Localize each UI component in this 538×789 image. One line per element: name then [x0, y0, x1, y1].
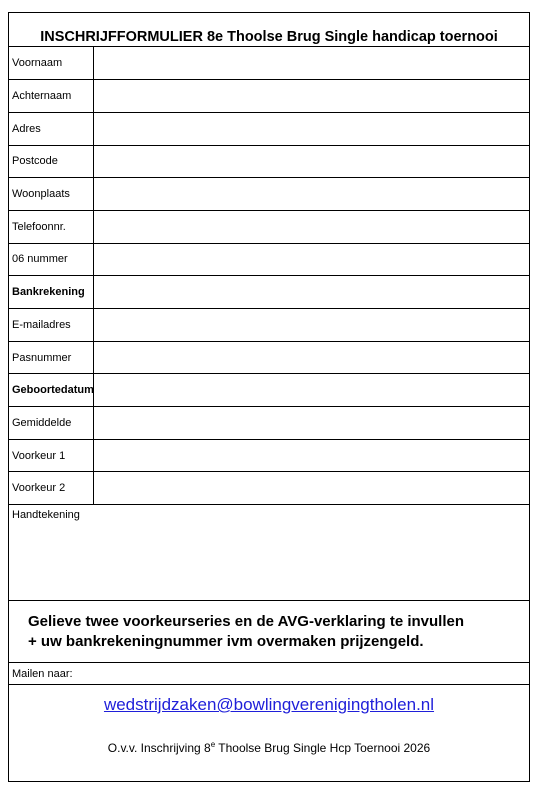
form-row	[9, 80, 529, 113]
field-label: Adres	[9, 112, 93, 145]
registration-form	[8, 12, 530, 782]
field-label: Pasnummer	[9, 341, 93, 374]
field-input[interactable]	[93, 80, 529, 113]
reference-sup: e	[210, 740, 216, 749]
signature-label: Handtekening	[12, 509, 80, 521]
field-input[interactable]	[93, 47, 529, 80]
footer	[9, 685, 529, 783]
mail-label: Mailen naar:	[12, 668, 73, 680]
instruction-line-1: Gelieve twee voorkeurseries en de AVG-verklaring te invullen	[28, 613, 465, 630]
field-input[interactable]	[93, 439, 529, 472]
form-row	[9, 145, 529, 178]
field-label: Achternaam	[9, 80, 93, 113]
instruction-note	[9, 601, 529, 663]
form-row	[9, 243, 529, 276]
reference-prefix: O.v.v. Inschrijving 8	[107, 741, 211, 755]
field-input[interactable]	[93, 243, 529, 276]
reference-suffix: Thoolse Brug Single Hcp Toernooi 2026	[215, 741, 431, 755]
field-label: Voorkeur 1	[9, 439, 93, 472]
field-label: Voorkeur 2	[9, 472, 93, 505]
field-label: Woonplaats	[9, 178, 93, 211]
field-input[interactable]	[93, 341, 529, 374]
mail-row	[9, 663, 529, 685]
form-row	[9, 407, 529, 440]
field-label: Postcode	[9, 145, 93, 178]
instruction-line-2: + uw bankrekeningnummer ivm overmaken prijzengeld.	[28, 633, 424, 650]
field-input[interactable]	[93, 112, 529, 145]
field-label: Gemiddelde	[9, 407, 93, 440]
form-row	[9, 309, 529, 342]
field-label: Voornaam	[9, 47, 93, 80]
field-input[interactable]	[93, 178, 529, 211]
reference-note	[9, 740, 529, 755]
form-row	[9, 210, 529, 243]
form-row	[9, 276, 529, 309]
field-input[interactable]	[93, 472, 529, 505]
email-link[interactable]: wedstrijdzaken@bowlingverenigingtholen.nl	[103, 695, 435, 714]
field-input[interactable]	[93, 407, 529, 440]
field-input[interactable]	[93, 210, 529, 243]
form-row	[9, 341, 529, 374]
form-row	[9, 439, 529, 472]
form-row	[9, 472, 529, 505]
field-input[interactable]	[93, 276, 529, 309]
form-title: INSCHRIJFFORMULIER 8e Thoolse Brug Single handicap toernooi	[9, 13, 529, 47]
field-input[interactable]	[93, 309, 529, 342]
form-row	[9, 374, 529, 407]
field-input[interactable]	[93, 145, 529, 178]
field-label: 06 nummer	[9, 243, 93, 276]
form-row	[9, 112, 529, 145]
form-row	[9, 178, 529, 211]
form-row	[9, 47, 529, 80]
signature-box[interactable]	[9, 505, 529, 601]
form-fields-table	[9, 47, 529, 505]
field-label: E-mailadres	[9, 309, 93, 342]
field-label: Bankrekening	[9, 276, 93, 309]
field-label: Geboortedatum	[9, 374, 93, 407]
field-input[interactable]	[93, 374, 529, 407]
field-label: Telefoonnr.	[9, 210, 93, 243]
